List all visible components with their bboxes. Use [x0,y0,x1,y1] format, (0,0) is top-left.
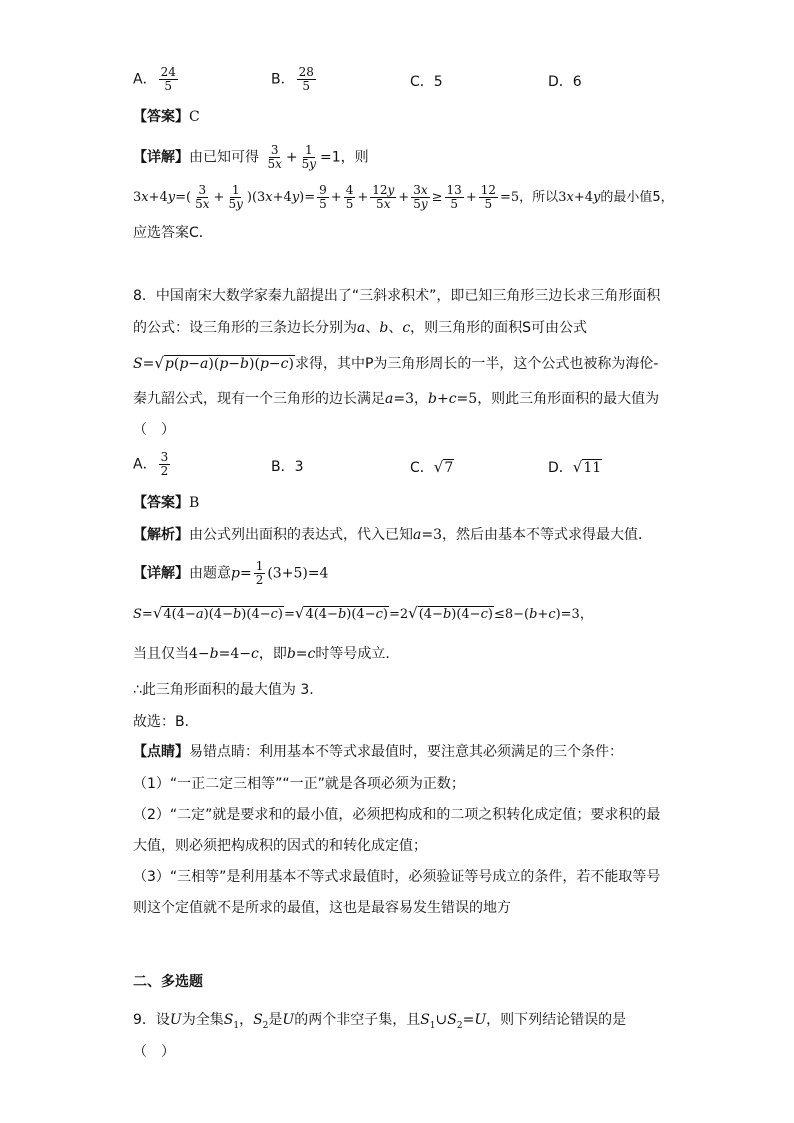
q8-tip-line-4: 大值，则必须把构成积的因式的和转化成定值； [133,838,427,854]
q8-stem-line-1: 8．中国南宋大数学家秦九韶提出了“三斜求积术”，即已知三角形三边长求三角形面积 [133,288,661,304]
q8-stem-line-5: （ ） [133,422,175,438]
q8-detail-line-1: 【详解】由题意p= $\frac{1}{2}$ (3+5)=4 [133,559,329,587]
q8-detail-formula: S=√4(4−a)(4−b)(4−c)=√4(4−b)(4−c)=2√(4−b)(4−c)≤8−(b+c)=3， [133,604,593,622]
q8-option-b: B．3 [271,459,304,475]
q7-detail-line-1: 【详解】由已知可得 $\frac{3}{5x}$ + $\frac{1}{5y}$ =1，则 [133,143,369,171]
q7-option-a: A． $\frac{24}{5}$ [133,65,176,93]
q8-tip-line-5: （3）“三相等”是利用基本不等式求最值时，必须验证等号成立的条件，若不能取等号 [133,869,661,885]
q9-stem-line-1: 9．设U为全集$S_1$，$S_2$是U的两个非空子集，且$S_1\cup S_2=U$，则下列结论错误的是 [133,1012,627,1031]
q7-option-c: C．5 [410,74,443,90]
q7-option-b: B． $\frac{28}{5}$ [271,65,314,93]
q8-option-a: A． $\frac{3}{2}$ [133,450,169,478]
q8-stem-line-2: 的公式：设三角形的三条边长分别为a、b、c，则三角形的面积S可由公式 [133,320,588,336]
q8-tip-line-3: （2）“二定”就是要求和的最小值，必须把构成和的二项之积转化成定值；要求积的最 [133,807,661,823]
q7-answer: 【答案】C [133,109,200,125]
q7-detail-line-3: 应选答案C． [133,225,213,241]
section-title: 二、多选题 [133,974,203,990]
q8-option-c: C．√7 [410,458,454,476]
q8-conclusion: ∴此三角形面积的最大值为 3. [133,682,314,698]
q8-tip-line-1: 【点睛】易错点睛：利用基本不等式求最值时，要注意其必须满足的三个条件： [133,744,623,760]
q8-tip-line-6: 则这个定值就不是所求的最值，这也是最容易发生错误的地方 [133,900,511,916]
q8-stem-line-4: 秦九韶公式，现有一个三角形的边长满足a=3，b+c=5，则此三角形面积的最大值为 [133,391,660,407]
q8-choice: 故选：B． [133,714,199,730]
q8-answer: 【答案】B [133,495,200,511]
q7-detail-formula: 3x+4y=( $\frac{3}{5x}$ + $\frac{1}{5y}$ )(3x+4y)= $\frac{9}{5}$ + $\frac{4}{5}$ + $\frac{12y}{5x}$ + $\frac{3x}{5y}$ ≥ $\frac{13}{5}$ + $\frac{12}{5}$ =5，所以3x+4y的最小值5， [133,183,674,211]
q8-analysis: 【解析】由公式列出面积的表达式，代入已知a=3，然后由基本不等式求得最大值． [133,527,652,543]
q8-stem-line-3: S=√p(p−a)(p−b)(p−c)求得，其中P为三角形周长的一半，这个公式也被称为海伦- [133,354,659,372]
q9-stem-line-2: （ ） [133,1044,175,1060]
q8-tip-line-2: （1）“一正二定三相等”“一正”就是各项必须为正数； [133,776,465,792]
q8-option-d: D．√11 [548,458,602,476]
q7-option-d: D．6 [548,74,582,90]
q8-equality-condition: 当且仅当4−b=4−c，即b=c时等号成立. [133,646,390,662]
